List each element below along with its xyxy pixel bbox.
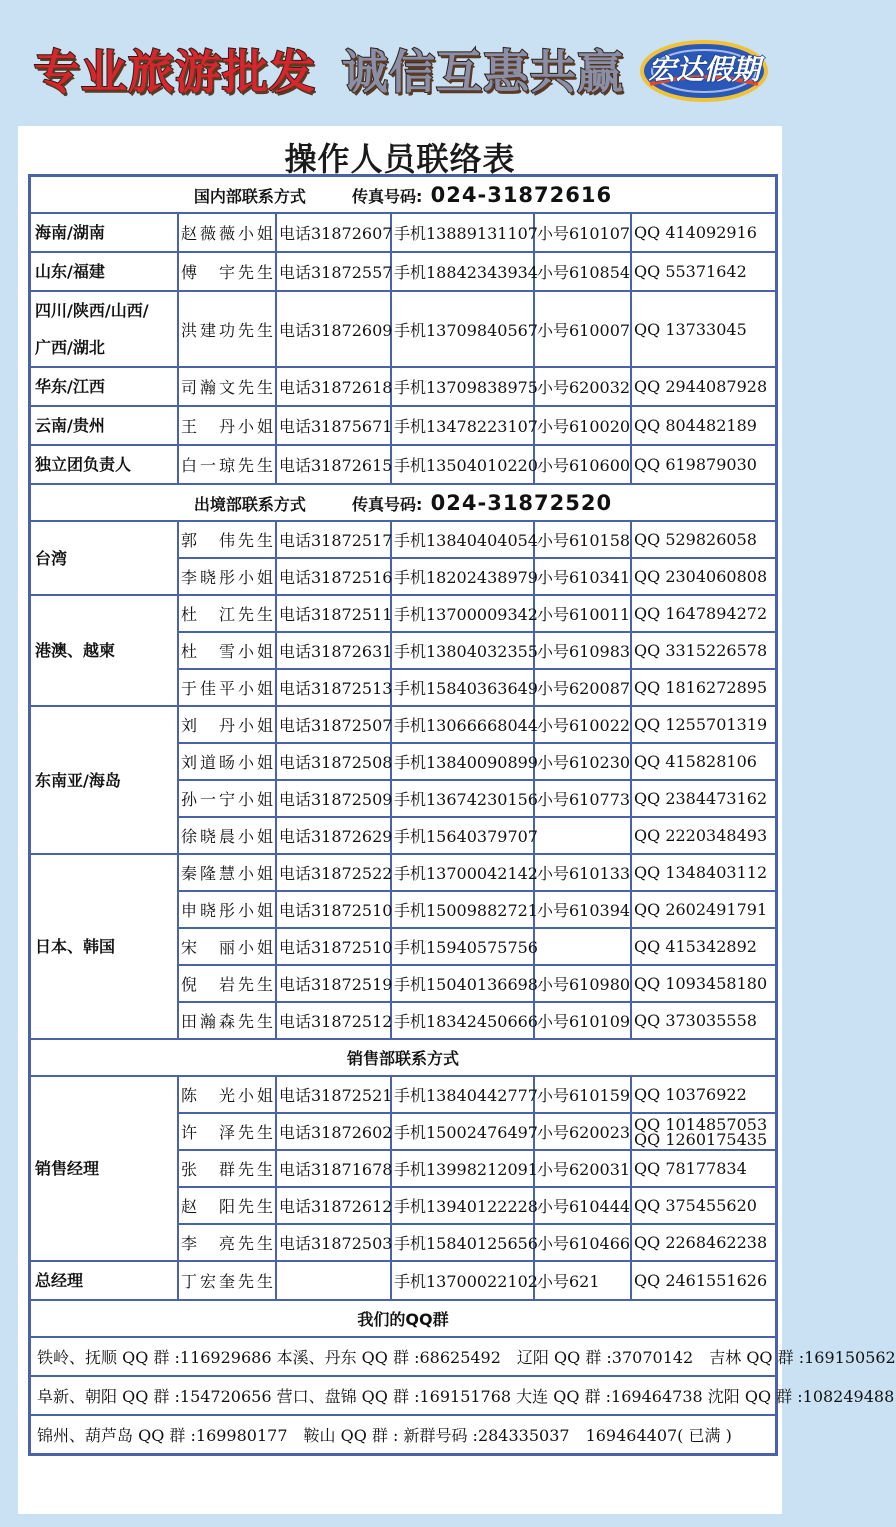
table-row xyxy=(31,1077,775,1114)
phone-cell: 电话31872615 xyxy=(277,446,392,485)
fax-label: 传真号码: xyxy=(351,494,423,514)
mobile-cell: 手机15040136698 xyxy=(392,966,535,1003)
phone-cell: 电话31871678 xyxy=(277,1151,392,1188)
table-row xyxy=(31,214,775,253)
banner xyxy=(0,0,800,118)
section-header xyxy=(31,485,775,522)
phone-cell: 电话31872510 xyxy=(277,892,392,929)
name-cell: 许 泽先生 xyxy=(179,1114,277,1151)
fax-number: 024-31872616 xyxy=(422,182,613,207)
qq-cell: QQ 804482189 xyxy=(632,407,775,446)
qq-cell: QQ 55371642 xyxy=(632,253,775,292)
extension-cell: 小号610600 xyxy=(535,446,632,485)
mobile-cell: 手机15840363649 xyxy=(392,670,535,707)
qq-cell: QQ 2304060808 xyxy=(632,559,775,596)
contact-sheet xyxy=(18,126,896,1514)
qq-cell: QQ 414092916 xyxy=(632,214,775,253)
extension-cell: 小号610230 xyxy=(535,744,632,781)
qq-group-row xyxy=(31,1338,775,1377)
mobile-cell: 手机13674230156 xyxy=(392,781,535,818)
mobile-cell: 手机13840404054 xyxy=(392,522,535,559)
region-cell: 总经理 xyxy=(31,1262,179,1301)
phone-cell: 电话31872511 xyxy=(277,596,392,633)
name-cell: 杜 江先生 xyxy=(179,596,277,633)
name-cell: 张 群先生 xyxy=(179,1151,277,1188)
table-row xyxy=(31,407,775,446)
qq-cell: QQ 2944087928 xyxy=(632,368,775,407)
page-title: 操作人员联络表 xyxy=(284,140,516,178)
mobile-cell: 手机13709840567 xyxy=(392,292,535,368)
phone-cell: 电话31872557 xyxy=(277,253,392,292)
phone-cell: 电话31872618 xyxy=(277,368,392,407)
name-cell: 李 亮先生 xyxy=(179,1225,277,1262)
section-header-row xyxy=(31,177,775,214)
qq-cell: QQ 415828106 xyxy=(632,744,775,781)
section-title: 我们的QQ群 xyxy=(357,1310,449,1329)
name-cell: 丁宏奎先生 xyxy=(179,1262,277,1301)
phone-cell: 电话31872517 xyxy=(277,522,392,559)
region-cell: 山东/福建 xyxy=(31,253,179,292)
extension-cell xyxy=(535,818,632,855)
qq-group-row xyxy=(31,1377,775,1416)
name-cell: 倪 岩先生 xyxy=(179,966,277,1003)
mobile-cell: 手机13998212091 xyxy=(392,1151,535,1188)
phone-cell: 电话31872607 xyxy=(277,214,392,253)
name-cell: 白一琼先生 xyxy=(179,446,277,485)
name-cell: 司瀚文先生 xyxy=(179,368,277,407)
mobile-cell: 手机13804032355 xyxy=(392,633,535,670)
table-row xyxy=(31,1262,775,1301)
name-cell: 洪建功先生 xyxy=(179,292,277,368)
extension-cell: 小号620032 xyxy=(535,368,632,407)
name-cell: 于佳平小姐 xyxy=(179,670,277,707)
qq-cell: QQ 1255701319 xyxy=(632,707,775,744)
qq-cell: QQ 1348403112 xyxy=(632,855,775,892)
extension-cell: 小号620031 xyxy=(535,1151,632,1188)
mobile-cell: 手机13889131107 xyxy=(392,214,535,253)
mobile-cell: 手机13700042142 xyxy=(392,855,535,892)
qq-cell: QQ 1647894272 xyxy=(632,596,775,633)
phone-cell: 电话31872519 xyxy=(277,966,392,1003)
section-header-row xyxy=(31,485,775,522)
phone-cell: 电话31872631 xyxy=(277,633,392,670)
region-cell: 日本、韩国 xyxy=(31,855,179,1040)
qq-group-line: 锦州、葫芦岛 QQ 群 :169980177 鞍山 QQ 群 : 新群号码 :284335037 169464407( 已满 ) xyxy=(37,1426,732,1445)
region-cell: 云南/贵州 xyxy=(31,407,179,446)
section-header-row xyxy=(31,1301,775,1338)
qq-group-line: 阜新、朝阳 QQ 群 :154720656 营口、盘锦 QQ 群 :169151768 大连 QQ 群 :169464738 沈阳 QQ 群 :108249488 xyxy=(31,1377,775,1416)
table-row xyxy=(31,292,775,368)
mobile-cell: 手机13709838975 xyxy=(392,368,535,407)
extension-cell: 小号610773 xyxy=(535,781,632,818)
table-row xyxy=(31,253,775,292)
qq-number: QQ 1260175435 xyxy=(634,1129,768,1149)
table-row xyxy=(31,855,775,892)
mobile-cell: 手机13478223107 xyxy=(392,407,535,446)
qq-cell: QQ 373035558 xyxy=(632,1003,775,1040)
section-header xyxy=(31,1040,775,1077)
qq-cell: QQ 13733045 xyxy=(632,292,775,368)
name-cell: 孙一宁小姐 xyxy=(179,781,277,818)
mobile-cell: 手机13940122228 xyxy=(392,1188,535,1225)
extension-cell: 小号610011 xyxy=(535,596,632,633)
name-cell: 申晓彤小姐 xyxy=(179,892,277,929)
table-row xyxy=(31,368,775,407)
qq-cell: QQ 2384473162 xyxy=(632,781,775,818)
region-cell: 销售经理 xyxy=(31,1077,179,1262)
phone-cell: 电话31872612 xyxy=(277,1188,392,1225)
name-cell: 赵 阳先生 xyxy=(179,1188,277,1225)
extension-cell: 小号610109 xyxy=(535,1003,632,1040)
region-cell: 台湾 xyxy=(31,522,179,596)
mobile-cell: 手机13504010220 xyxy=(392,446,535,485)
section-header xyxy=(31,1301,775,1338)
phone-cell: 电话31872510 xyxy=(277,929,392,966)
phone-cell: 电话31872609 xyxy=(277,292,392,368)
slogan-right: 诚信互惠共赢 xyxy=(342,45,624,99)
name-cell: 田瀚森先生 xyxy=(179,1003,277,1040)
extension-cell xyxy=(535,929,632,966)
contacts-table xyxy=(28,174,896,1456)
extension-cell: 小号610133 xyxy=(535,855,632,892)
qq-cell: QQ 2461551626 xyxy=(632,1262,775,1301)
name-cell: 宋 丽小姐 xyxy=(179,929,277,966)
phone-cell: 电话31875671 xyxy=(277,407,392,446)
name-cell: 徐晓晨小姐 xyxy=(179,818,277,855)
name-cell: 傅 宇先生 xyxy=(179,253,277,292)
extension-cell: 小号610466 xyxy=(535,1225,632,1262)
name-cell: 李晓彤小姐 xyxy=(179,559,277,596)
table-row xyxy=(31,446,775,485)
extension-cell: 小号610007 xyxy=(535,292,632,368)
extension-cell: 小号610020 xyxy=(535,407,632,446)
name-cell: 陈 光小姐 xyxy=(179,1077,277,1114)
region-cell: 独立团负责人 xyxy=(31,446,179,485)
qq-cell: QQ 2220348493 xyxy=(632,818,775,855)
name-cell: 刘 丹小姐 xyxy=(179,707,277,744)
qq-cell xyxy=(632,1114,775,1151)
mobile-cell: 手机15940575756 xyxy=(392,929,535,966)
phone-cell: 电话31872516 xyxy=(277,559,392,596)
extension-cell: 小号610444 xyxy=(535,1188,632,1225)
mobile-cell: 手机13700009342 xyxy=(392,596,535,633)
phone-cell: 电话31872513 xyxy=(277,670,392,707)
phone-cell: 电话31872522 xyxy=(277,855,392,892)
phone-cell: 电话31872602 xyxy=(277,1114,392,1151)
phone-cell: 电话31872509 xyxy=(277,781,392,818)
extension-cell: 小号620087 xyxy=(535,670,632,707)
fax-number: 024-31872520 xyxy=(422,490,613,515)
name-cell: 杜 雪小姐 xyxy=(179,633,277,670)
qq-cell: QQ 1093458180 xyxy=(632,966,775,1003)
extension-cell: 小号610158 xyxy=(535,522,632,559)
hongda-logo-icon xyxy=(640,40,768,102)
extension-cell: 小号610394 xyxy=(535,892,632,929)
phone-cell xyxy=(277,1262,392,1301)
extension-cell: 小号610983 xyxy=(535,633,632,670)
name-cell: 赵薇薇小姐 xyxy=(179,214,277,253)
qq-cell: QQ 2268462238 xyxy=(632,1225,775,1262)
table-row xyxy=(31,707,775,744)
section-title: 销售部联系方式 xyxy=(347,1049,460,1068)
extension-cell: 小号610107 xyxy=(535,214,632,253)
section-header-row xyxy=(31,1040,775,1077)
extension-cell: 小号610854 xyxy=(535,253,632,292)
section-title: 国内部联系方式 xyxy=(193,186,306,206)
mobile-cell: 手机13700022102 xyxy=(392,1262,535,1301)
name-cell: 郭 伟先生 xyxy=(179,522,277,559)
mobile-cell: 手机13840090899 xyxy=(392,744,535,781)
mobile-cell: 手机18842343934 xyxy=(392,253,535,292)
qq-cell: QQ 10376922 xyxy=(632,1077,775,1114)
mobile-cell: 手机13066668044 xyxy=(392,707,535,744)
mobile-cell: 手机15640379707 xyxy=(392,818,535,855)
extension-cell: 小号620023 xyxy=(535,1114,632,1151)
extension-cell: 小号610159 xyxy=(535,1077,632,1114)
qq-cell: QQ 619879030 xyxy=(632,446,775,485)
extension-cell: 小号610980 xyxy=(535,966,632,1003)
qq-cell: QQ 529826058 xyxy=(632,522,775,559)
phone-cell: 电话31872512 xyxy=(277,1003,392,1040)
extension-cell: 小号621 xyxy=(535,1262,632,1301)
qq-cell: QQ 3315226578 xyxy=(632,633,775,670)
extension-cell: 小号610022 xyxy=(535,707,632,744)
region-cell: 东南亚/海岛 xyxy=(31,707,179,855)
mobile-cell: 手机15002476497 xyxy=(392,1114,535,1151)
qq-cell: QQ 415342892 xyxy=(632,929,775,966)
mobile-cell: 手机15840125656 xyxy=(392,1225,535,1262)
name-cell: 秦隆慧小姐 xyxy=(179,855,277,892)
qq-group-row xyxy=(31,1416,775,1453)
phone-cell: 电话31872629 xyxy=(277,818,392,855)
name-cell: 刘道旸小姐 xyxy=(179,744,277,781)
phone-cell: 电话31872508 xyxy=(277,744,392,781)
section-header xyxy=(31,177,775,214)
region-cell: 四川/陕西/山西/ 广西/湖北 xyxy=(31,292,179,368)
table-row xyxy=(31,596,775,633)
table-row xyxy=(31,522,775,559)
qq-group-line: 铁岭、抚顺 QQ 群 :116929686 本溪、丹东 QQ 群 :68625492 辽阳 QQ 群 :37070142 吉林 QQ 群 :169150562 xyxy=(31,1338,775,1377)
extension-cell: 小号610341 xyxy=(535,559,632,596)
mobile-cell: 手机15009882721 xyxy=(392,892,535,929)
fax-label: 传真号码: xyxy=(351,186,423,206)
region-cell: 港澳、越柬 xyxy=(31,596,179,707)
name-cell: 王 丹小姐 xyxy=(179,407,277,446)
phone-cell: 电话31872503 xyxy=(277,1225,392,1262)
mobile-cell: 手机18202438979 xyxy=(392,559,535,596)
qq-cell: QQ 375455620 xyxy=(632,1188,775,1225)
region-cell: 华东/江西 xyxy=(31,368,179,407)
slogan-left: 专业旅游批发 xyxy=(34,45,316,99)
section-title: 出境部联系方式 xyxy=(193,494,306,514)
qq-cell: QQ 2602491791 xyxy=(632,892,775,929)
qq-cell: QQ 1816272895 xyxy=(632,670,775,707)
qq-number: QQ 1014857053 xyxy=(634,1114,768,1134)
phone-cell: 电话31872521 xyxy=(277,1077,392,1114)
mobile-cell: 手机13840442777 xyxy=(392,1077,535,1114)
mobile-cell: 手机18342450666 xyxy=(392,1003,535,1040)
qq-cell: QQ 78177834 xyxy=(632,1151,775,1188)
region-cell: 海南/湖南 xyxy=(31,214,179,253)
logo-text: 宏达假期 xyxy=(647,53,760,86)
phone-cell: 电话31872507 xyxy=(277,707,392,744)
